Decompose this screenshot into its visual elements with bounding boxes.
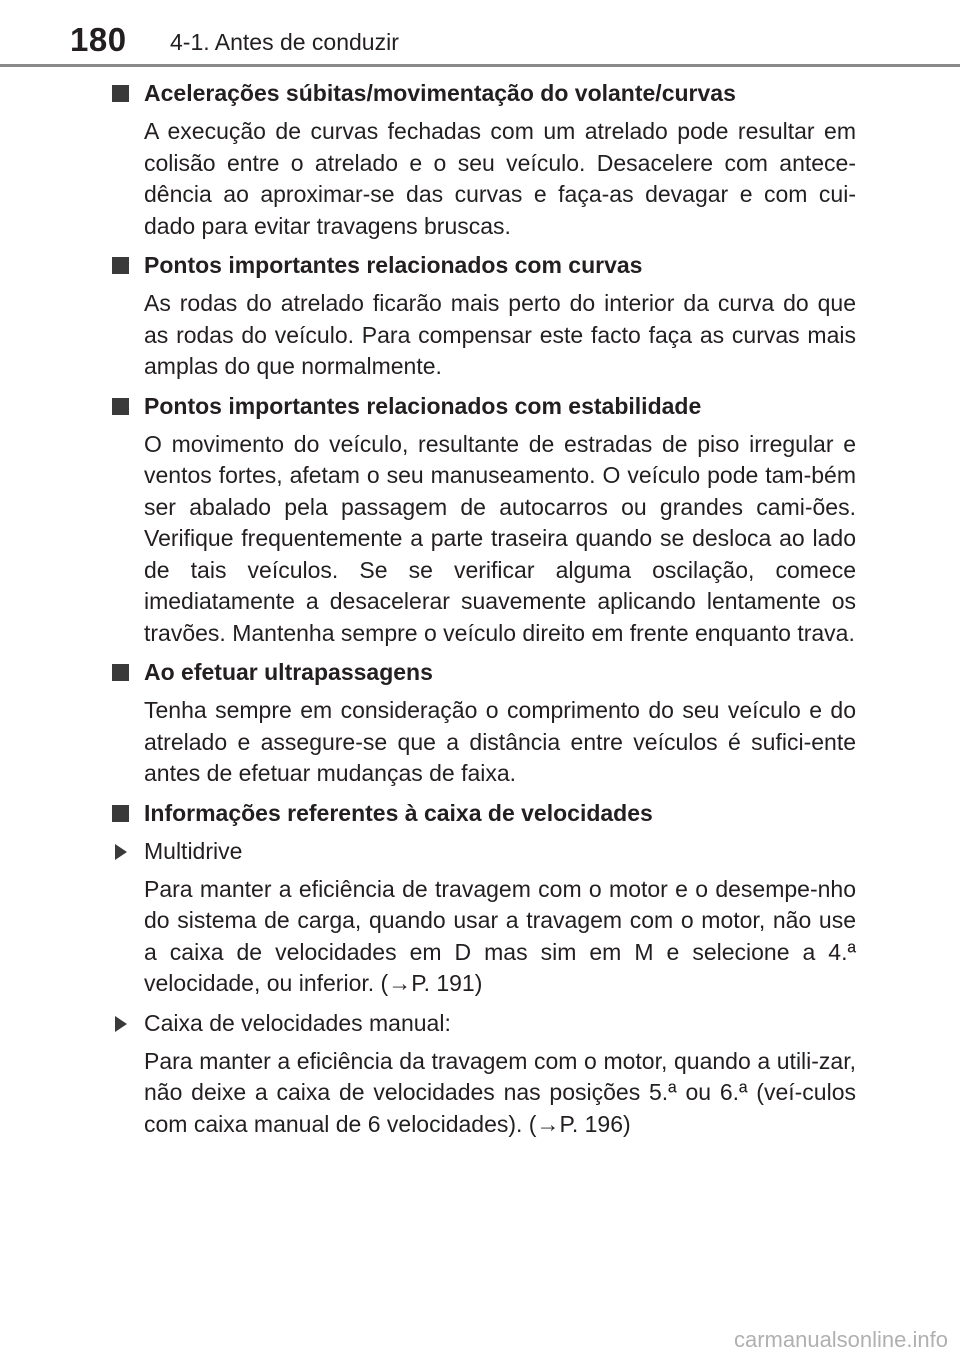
heading-text: Acelerações súbitas/movimentação do volante/curvas — [144, 80, 736, 106]
section-heading — [112, 76, 856, 110]
section-heading — [112, 796, 856, 830]
page-header — [0, 0, 960, 66]
section-overtaking — [112, 655, 856, 790]
body-paragraph: Tenha sempre em consideração o comprimento do seu veículo e do atrelado e assegure-se que a distância entre veículos é sufici-ente antes de efetuar mudanças de faixa. — [144, 697, 856, 786]
heading-text: Pontos importantes relacionados com curvas — [144, 252, 643, 278]
body-paragraph: O movimento do veículo, resultante de estradas de piso irregular e ventos fortes, afetam o seu manuseamento. O veículo pode tam-bém ser abalado pela passagem de autocarros ou grandes cami-ões. Verifique frequentemente a parte traseira quando se desloca ao lado de tais veículos. Se se verificar alguma oscilação, comece imediatamente a desacelerar suavemente aplicando lentamente os travões. Mantenha sempre o veículo direito em frente enquanto trava. — [144, 430, 856, 646]
section-heading — [112, 655, 856, 689]
section-curves — [112, 248, 856, 383]
bullet-item-manual — [112, 1006, 856, 1040]
watermark: carmanualsonline.info — [733, 1327, 948, 1352]
heading-text: Informações referentes à caixa de velocidades — [144, 799, 653, 826]
body-paragraph: A execução de curvas fechadas com um atrelado pode resultar em colisão entre o atrelado e o seu veículo. Desacelere com antece-dência ao aproximar-se das curvas e faça-as devagar e com cui-dado para evitar travagens bruscas. — [144, 118, 856, 239]
section-heading — [112, 389, 856, 423]
bullet-label: Caixa de velocidades manual: — [144, 1009, 451, 1036]
body-paragraph: Para manter a eficiência de travagem com o motor e o desempe-nho do sistema de carga, quando usar a travagem com o motor, não use a caixa de velocidades em D mas sim em M e selecione a 4.ª velocidade, ou inferior. (→P. 191) — [144, 875, 856, 996]
square-bullet-icon — [112, 805, 129, 822]
heading-text: Ao efetuar ultrapassagens — [144, 659, 433, 685]
square-bullet-icon — [112, 664, 129, 681]
section-stability — [112, 389, 856, 650]
section-gearbox — [112, 796, 856, 1141]
section-title: 4-1. Antes de conduzir — [170, 29, 399, 55]
square-bullet-icon — [112, 85, 129, 102]
page-content — [112, 76, 856, 1146]
body-paragraph: Para manter a eficiência da travagem com o motor, quando a utili-zar, não deixe a caixa de velocidades nas posições 5.ª ou 6.ª (veí-culos com caixa manual de 6 velocidades). (→P. 196) — [144, 1047, 856, 1137]
square-bullet-icon — [112, 257, 129, 274]
bullet-item-multidrive — [112, 834, 856, 868]
bullet-label: Multidrive — [144, 837, 243, 864]
section-sudden-acceleration — [112, 76, 856, 242]
square-bullet-icon — [112, 398, 129, 415]
section-heading — [112, 248, 856, 282]
header-rule — [0, 64, 960, 67]
triangle-bullet-icon — [115, 1016, 127, 1032]
heading-text: Pontos importantes relacionados com estabilidade — [144, 392, 702, 419]
body-paragraph: As rodas do atrelado ficarão mais perto do interior da curva do que as rodas do veículo. Para compensar este facto faça as curvas mais amplas do que normalmente. — [144, 290, 856, 379]
triangle-bullet-icon — [115, 844, 127, 860]
page-number: 180 — [70, 21, 127, 58]
